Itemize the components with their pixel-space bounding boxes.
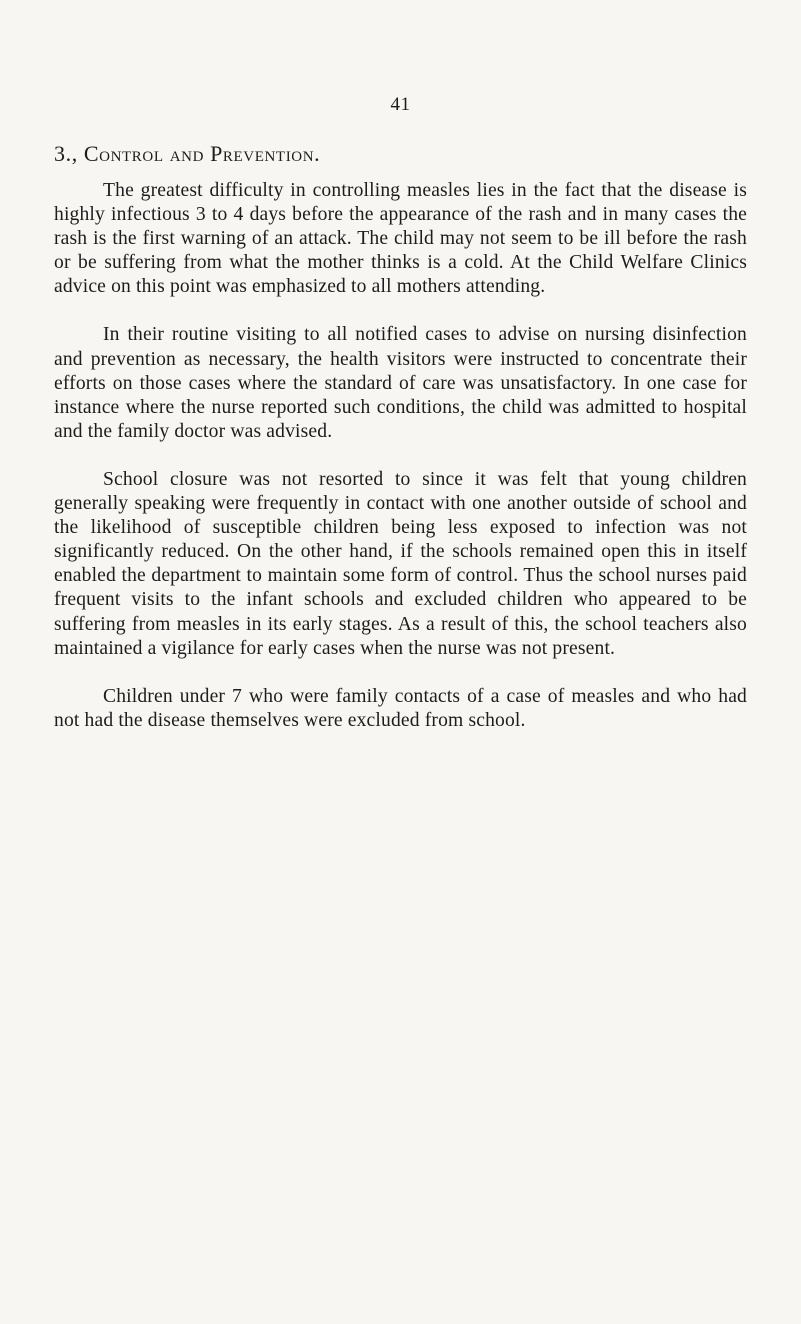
page-number: 41 [390, 94, 411, 115]
section-heading: 3., Control and Prevention. [54, 141, 321, 166]
paragraph-measles-infectivity: The greatest difficulty in controlling measles lies in the fact that the disease is highly infectious 3 to 4 days before the appearance of the rash and in many cases the rash is the first warning of an attack. The child may not seem to be ill before the rash or be suffering from what the mother thinks is a cold. At the Child Welfare Clinics advice on this point was emphasized to all mothers attending. [54, 180, 747, 298]
paragraph-family-contacts: Children under 7 who were family contacts of a case of measles and who had not had the disease themselves were excluded from school. [54, 685, 747, 731]
paragraph-health-visitors: In their routine visiting to all notified cases to advise on nursing disinfection and prevention as necessary, the health visitors were instructed to concentrate their efforts on those cases where the standard of care was unsatisfactory. In one case for instance where the nurse reported such conditions, the child was admitted to hospital and the family doctor was advised. [54, 324, 747, 442]
body-text [54, 179, 747, 757]
paragraph-school-closure: School closure was not resorted to since it was felt that young children generally speaking were frequently in contact with one another outside of school and the likelihood of susceptible children being less exposed to infection was not significantly reduced. On the other hand, if the schools remained open this in itself enabled the department to maintain some form of control. Thus the school nurses paid frequent visits to the infant schools and excluded children who appeared to be suffering from measles in its early stages. As a result of this, the school teachers also maintained a vigilance for early cases when the nurse was not present. [54, 468, 747, 659]
